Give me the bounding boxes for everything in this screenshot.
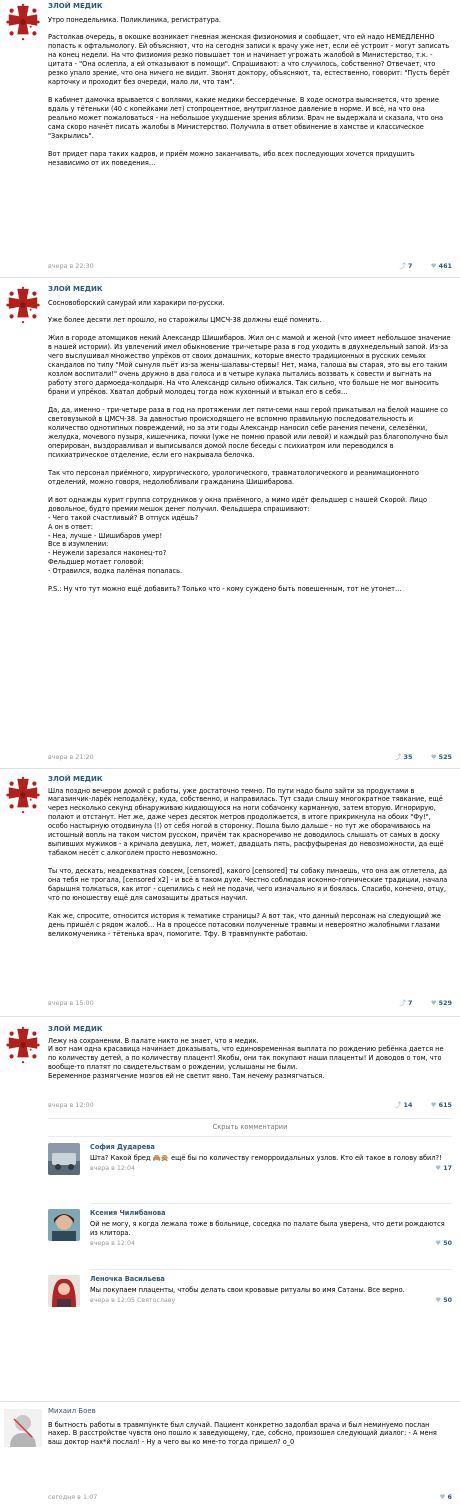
repost-icon: ⤴ bbox=[399, 262, 406, 270]
like-button[interactable] bbox=[435, 1165, 452, 1174]
comment-author-link[interactable]: София Дударева bbox=[90, 1143, 155, 1151]
post-author-link[interactable]: ЗЛОЙ МЕДИК bbox=[48, 285, 103, 293]
post-meta bbox=[48, 1493, 452, 1505]
post-paragraph: А он в ответ: bbox=[48, 522, 93, 531]
repost-icon: ⤴ bbox=[394, 753, 402, 761]
post-meta bbox=[48, 1101, 452, 1113]
community-avatar[interactable] bbox=[4, 776, 42, 814]
divider bbox=[48, 1136, 452, 1137]
avatar[interactable] bbox=[48, 1143, 80, 1175]
wall-post bbox=[0, 1405, 460, 1510]
repost-count: 35 bbox=[403, 753, 413, 761]
like-count: 6 bbox=[447, 1493, 452, 1501]
post-counters bbox=[383, 262, 452, 271]
comment-item bbox=[48, 1275, 452, 1329]
repost-button[interactable] bbox=[391, 262, 412, 270]
post-text bbox=[48, 787, 452, 939]
like-count: 50 bbox=[443, 1296, 452, 1304]
comment-item bbox=[48, 1143, 452, 1197]
like-count: 50 bbox=[443, 1239, 452, 1247]
like-count: 17 bbox=[443, 1164, 452, 1172]
divider bbox=[90, 1203, 452, 1204]
post-author-link[interactable]: ЗЛОЙ МЕДИК bbox=[48, 2, 103, 10]
heart-icon: ♥ bbox=[435, 1239, 442, 1247]
logo-cross-icon bbox=[4, 776, 42, 814]
like-button[interactable] bbox=[432, 1493, 452, 1501]
comment-meta bbox=[90, 1297, 452, 1307]
post-time-link[interactable]: вчера в 12:00 bbox=[48, 1101, 94, 1109]
comment-meta bbox=[90, 1240, 452, 1250]
repost-button[interactable] bbox=[387, 1101, 413, 1109]
wall-post bbox=[0, 773, 460, 1017]
post-paragraph: Утро понедельника. Поликлиника, регистратура. bbox=[48, 15, 221, 24]
comment-time-link[interactable]: вчера в 12:04 bbox=[90, 1164, 136, 1172]
comment-time-link[interactable]: вчера в 12:04 bbox=[90, 1239, 136, 1247]
like-button[interactable] bbox=[423, 753, 452, 761]
divider bbox=[48, 1118, 452, 1119]
repost-count: 7 bbox=[408, 999, 413, 1007]
post-paragraph: Так что персонал приёмного, хирургического, урологического, травматологического и реанимационного отделений, можно говоря, недолюбливали гражданина Шишибарова. bbox=[48, 468, 419, 486]
post-paragraph: Растолкав очередь, в окошке возникает гневная женская физиономия и сообщает, что ей надо НЕМЕДЛЕННО попасть к офтальмологу. Ей объясняют, что на сегодня записи к врачу уже нет, если её устроит - могут записать на конец недели. На что физиомия резко повышает тон и начинает угрожать жалобой в Министерство, т.к. - цитата - "Она ослепла, а ей отказывают в помощи". Спрашивают: а что случилось, собственно? Отвечает, что резко упало зрение, что она ничего не видит. Звонят доктору, объясняют, та, естественно, говорит: "Пусть берёт карточку и проходит без очереди, мало ли, что там". bbox=[48, 33, 450, 87]
comment-time-link[interactable]: вчера в 12:05 Святославу bbox=[90, 1296, 176, 1304]
post-separator bbox=[0, 1016, 460, 1017]
post-text bbox=[48, 16, 452, 168]
heart-icon: ♥ bbox=[430, 262, 437, 270]
post-paragraph: Вот придет пара таких кадров, и приём можно заканчивать, ибо всех последующих хочется придушить независимо от их поведения… bbox=[48, 149, 415, 167]
post-paragraph: В кабинет дамочка врывается с воплями, какие медики бессердечные. В ходе осмотра выясняется, что зрение вдаль у тётеньки (40 с копейками лет) стопроцентное, внутриглазное давление в норме. И всё, на что она реально может пожаловаться - на небольшое ухудшение зрения вблизи. Врач не выдержала и сказала, что она сама скоро начнёт писать жалобы в Министерство. Получила в ответ обвинение в хамстве и классическое "Закрылись". bbox=[48, 96, 444, 140]
divider bbox=[90, 1269, 452, 1270]
post-paragraph: Шла поздно вечером домой с работы, уже достаточно темно. По пути надо было зайти за продуктами в магазинчик-ларёк неподалёку, куда, собственно, и направилась. Тут сзади слышу многократное тявкание, ещё через несколько секунд обнаруживаю кидающуюся на ноги собачонку карманную, затем вторую. Игнорирую, полают и отстанут. Нет же, даже через десяток метров продолжается, в итоге прикрикнула на обоих "Фу!", особо настырную отодвинула (!) от себя ногой в сторонку. Пошла было дальше - но тут же оборачиваюсь на истошный вопль на таком чистом русском, причём так красноречиво не доводилось слышать от самых в доску выпивших мужиков - а кричала девушка, лет, может, двадцать пять, расфуфыреная до невозможности, да ещё табаком несёт с алкоголем просто невозможно. bbox=[48, 786, 444, 858]
heart-icon: ♥ bbox=[430, 1101, 437, 1109]
comment-text: Шта? Какой бред 🙈🙊 ещё бы по количеству геморроидальных узлов. Кто ей такое в голову вбил?! bbox=[90, 1153, 442, 1162]
like-button[interactable] bbox=[435, 1297, 452, 1306]
post-paragraph: - Неужели зарезался наконец-то? bbox=[48, 549, 167, 558]
post-counters bbox=[383, 999, 452, 1008]
avatar[interactable] bbox=[48, 1209, 80, 1241]
user-photo-icon bbox=[48, 1143, 80, 1175]
post-meta bbox=[48, 753, 452, 765]
like-button[interactable] bbox=[423, 1101, 452, 1109]
avatar[interactable] bbox=[48, 1275, 80, 1307]
repost-icon: ⤴ bbox=[399, 999, 406, 1007]
post-paragraph: P.S.: Ну что тут можно ещё добавить? Только что - кому суждено быть повешенным, тот не утонет… bbox=[48, 585, 402, 594]
like-count: 525 bbox=[438, 753, 452, 761]
heart-icon: ♥ bbox=[430, 999, 437, 1007]
post-author-link[interactable]: ЗЛОЙ МЕДИК bbox=[48, 1025, 103, 1033]
community-avatar[interactable] bbox=[4, 3, 42, 41]
post-author-link[interactable]: Михаил Боев bbox=[48, 1407, 96, 1415]
repost-button[interactable] bbox=[387, 753, 413, 761]
like-button[interactable] bbox=[423, 999, 452, 1007]
comment-author-link[interactable]: Леночка Васильева bbox=[90, 1275, 165, 1283]
post-paragraph: И вот однажды курит группа сотрудников у окна приёмного, а мимо идёт фельдшер с нашей Скорой. Лицо довольное, будто премии мешок денег получил. Фельдшера спрашивают: bbox=[48, 495, 427, 513]
post-time-link[interactable]: вчера в 21:20 bbox=[48, 753, 94, 761]
post-counters bbox=[379, 753, 452, 762]
avatar[interactable] bbox=[4, 1409, 42, 1447]
like-button[interactable] bbox=[423, 262, 452, 270]
post-paragraph: Беременное размягчение мозгов ей не светит явно. Там нечему размягчаться. bbox=[48, 1072, 325, 1081]
wall-post bbox=[0, 283, 460, 769]
post-paragraph: Да, да, именно - три-четыре раза в год на протяжении лет пяти-семи наш герой прикатывал на белой машине со световузыкой в ЦМСЧ-38. За давностью происходящего не вспомню правильную последовательность и количество однотипных повреждений, но за эти годы Александр наносил себе ранения печени, селезёнки, желудка, мочевого пузыря, кишечника, почки (уже не помню правой или левой) и каждый раз благополучно был оперирован, выздоравливал и выписывался домой после беседы с психиатром или переводился в психиатрическое отделение, если его накрывала белочка. bbox=[48, 406, 448, 459]
post-paragraph: Как же, спросите, относится история к тематике страницы? А вот так, что данный персонаж на следующий же день пришёл с рядом жалоб… На в процессе потасовки полученные травмы и невероятно жалобными глазами великомученика - тётенька врач, помогите. Тфу. В травмпункте работаю. bbox=[48, 911, 441, 938]
repost-count: 14 bbox=[403, 1101, 413, 1109]
post-paragraph: - Чего такой счастливый? В отпуск идёшь? bbox=[48, 513, 199, 522]
like-button[interactable] bbox=[435, 1240, 452, 1249]
logo-cross-icon bbox=[4, 286, 42, 324]
repost-icon: ⤴ bbox=[394, 1101, 402, 1109]
post-meta bbox=[48, 262, 452, 274]
user-photo-icon bbox=[4, 1409, 42, 1447]
user-photo-icon bbox=[48, 1275, 80, 1307]
post-time-link[interactable]: вчера в 15:00 bbox=[48, 999, 94, 1007]
wall-post bbox=[0, 0, 460, 278]
post-text: В бытность работы в травмпункте был случай. Пациент конкретно задолбал врача и был неминуемо послан нахер. В расстройстве чувств оно пошло к заведующему, где, собсно, произошел следующий диалог: - А меня ваш доктор нах*й послал! - Ну а чего вы ко мне-то тогда пришел? о_0 bbox=[48, 1420, 437, 1447]
logo-cross-icon bbox=[4, 1026, 42, 1064]
post-separator bbox=[0, 768, 460, 769]
community-avatar[interactable] bbox=[4, 286, 42, 324]
heart-icon: ♥ bbox=[439, 1493, 446, 1501]
post-paragraph: Сосновоборский самурай или харакири по-русски. bbox=[48, 298, 225, 307]
post-text bbox=[48, 1037, 452, 1082]
community-avatar[interactable] bbox=[4, 1026, 42, 1064]
heart-icon: ♥ bbox=[430, 753, 437, 761]
heart-icon: ♥ bbox=[435, 1296, 442, 1304]
comment-text: Мы покупаем плаценты, чтобы делать свои кровавые ритуалы во имя Сатаны. Все верно. bbox=[90, 1285, 405, 1294]
like-count: 615 bbox=[438, 1101, 452, 1109]
post-paragraph: Фельдшер мотает головой: bbox=[48, 558, 144, 567]
comment-text: Ой не могу, я когда лежала тоже в больнице, соседка по палате была уверена, что дети рождаются из клитора. bbox=[90, 1219, 445, 1237]
comment-author-link[interactable]: Ксения Чилибанова bbox=[90, 1209, 166, 1217]
post-paragraph: - Неа, лучше - Шишибаров умер! bbox=[48, 531, 163, 540]
post-paragraph: Уже более десяти лет прошло, но старожилы ЦМСЧ-38 должны ещё помнить. bbox=[48, 316, 322, 325]
comment-item bbox=[48, 1209, 452, 1263]
post-paragraph: Жил в городе атомщиков некий Александр Шишибаров. Жил он с мамой и женой (что имеет небольшое значение в нашей истории). Из увлечений имел обыкновение три-четыре раза в год уходить в двухнедельный запой. Из-за чего выслушивал множество упрёков от своих домашних, которые вместо традиционных в русских семьях скандалов по типу "Мой сынуля пьёт из-за жены-шалавы-стервы! Нет, мама, галоша вы старая, это вы его таким козлом воспитали!" очень дружно в два голоса и в четыре кулака пытались воззвать к совести и выгнать на работу этого дармоеда-колдыря. На что Александр сильно обижался. Так сильно, что больше не мог выносить брани и упрёков. Хватал добрый молодец тогда нож кухонный и втыкал его в себя… bbox=[48, 334, 451, 397]
post-counters bbox=[379, 1101, 452, 1110]
post-time-link[interactable]: сегодня в 1:07 bbox=[48, 1493, 98, 1501]
post-paragraph: И вот нам одна красавица начинает доказывать, что единовременная выплата по рождению ребёнка дается не по количеству детей, а по количеству плацент! Якобы, они так покупают наши плаценты! И доводов о том, что вообще-то платят по свидетельствам о рождении, услышаны не были. bbox=[48, 1045, 444, 1072]
post-separator bbox=[0, 277, 460, 278]
post-paragraph: Лежу на сохранении. В палате никто не знает, что я медик. bbox=[48, 1036, 259, 1045]
post-paragraph: Ты что, дескать, неадекватная совсем, [censored], какого [censored] ты собаку пинаешь, что она аж отлетела, да она тебя не трогала, [censored x2] - и всё в таком духе. Честно соблюдая исконно-гопнические традиции, начала барышня толкаться, как итог - сцепились с ней не подачи, чего изначально я и боялась. Спасибо, конечно, отцу, что по юношеству ещё для самозащиты драться научил. bbox=[48, 867, 448, 902]
like-count: 461 bbox=[438, 262, 452, 270]
post-text bbox=[48, 299, 452, 595]
post-author-link[interactable]: ЗЛОЙ МЕДИК bbox=[48, 775, 103, 783]
post-counters bbox=[424, 1493, 452, 1502]
post-separator bbox=[0, 1401, 460, 1402]
heart-icon: ♥ bbox=[435, 1164, 442, 1172]
logo-cross-icon bbox=[4, 3, 42, 41]
post-time-link[interactable]: вчера в 22:30 bbox=[48, 262, 94, 270]
repost-count: 7 bbox=[408, 262, 413, 270]
like-count: 529 bbox=[438, 999, 452, 1007]
post-paragraph: - Отравился, водка палёная попалась. bbox=[48, 567, 183, 576]
comment-meta bbox=[90, 1165, 452, 1175]
post-meta bbox=[48, 999, 452, 1011]
user-photo-icon bbox=[48, 1209, 80, 1241]
repost-button[interactable] bbox=[391, 999, 412, 1007]
post-paragraph: Все в изумлении: bbox=[48, 540, 109, 549]
wall-post bbox=[0, 1023, 460, 1403]
hide-comments-link[interactable]: Скрыть комментарии bbox=[212, 1123, 288, 1131]
